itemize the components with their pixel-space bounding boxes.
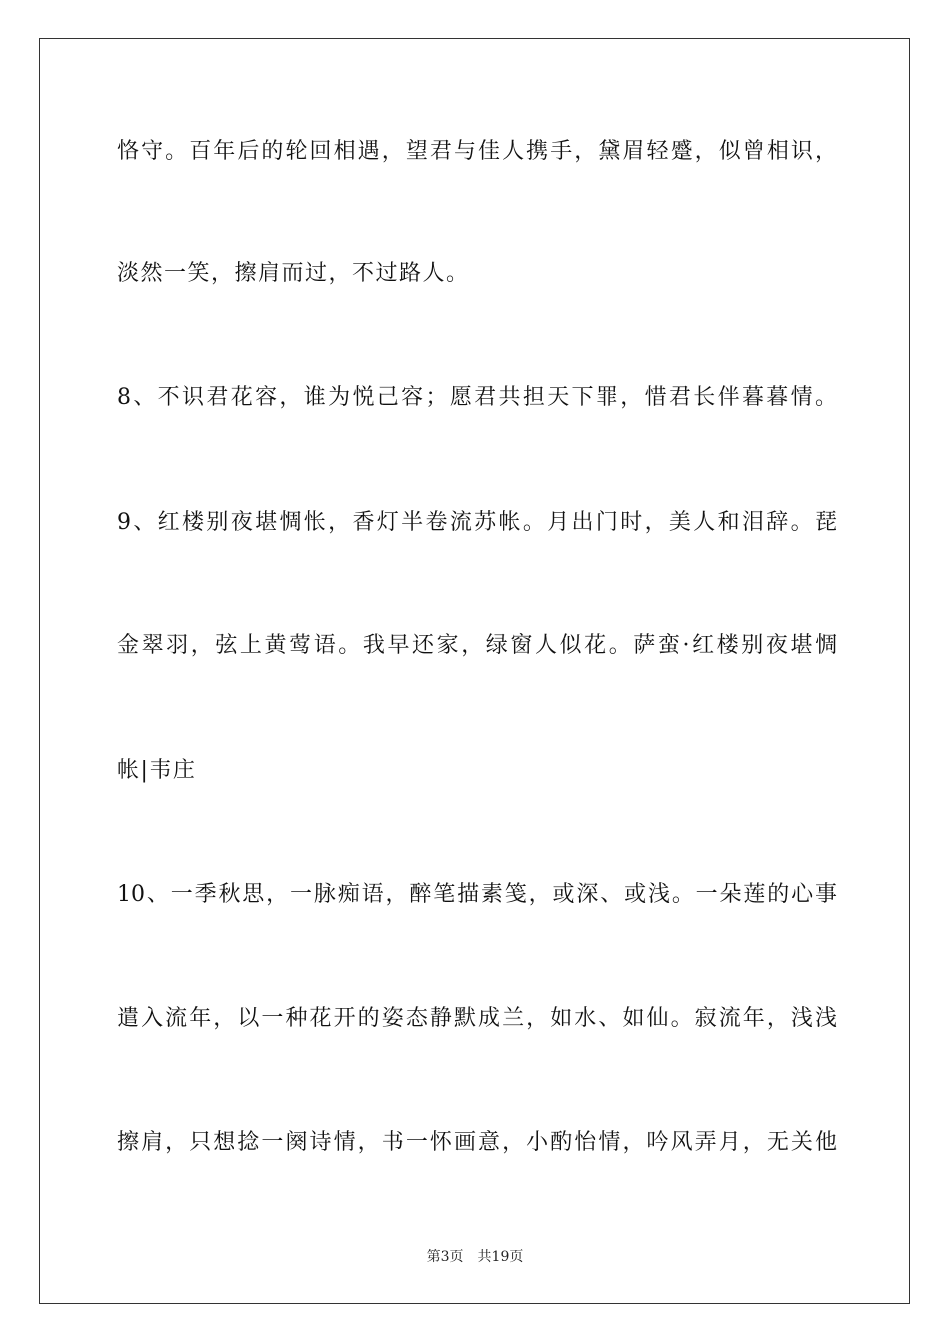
page-border xyxy=(39,38,910,1304)
text-line-6: 帐|韦庄 xyxy=(117,758,197,783)
page-number: 第3页 xyxy=(426,1249,464,1265)
page-footer xyxy=(0,1248,950,1266)
text-line-3: 8、不识君花容，谁为悦己容；愿君共担天下罪，惜君长伴暮暮情。 xyxy=(117,385,837,410)
text-line-8: 遣入流年，以一种花开的姿态静默成兰，如水、如仙。寂流年，浅浅 xyxy=(117,1006,837,1031)
page-total: 共19页 xyxy=(477,1249,524,1265)
text-line-5: 金翠羽，弦上黄莺语。我早还家，绿窗人似花。萨蛮·红楼别夜堪惆 xyxy=(117,633,837,658)
text-line-7: 10、一季秋思，一脉痴语，醉笔描素笺，或深、或浅。一朵莲的心事 xyxy=(117,882,837,907)
text-line-2: 淡然一笑，擦肩而过，不过路人。 xyxy=(117,261,470,286)
text-line-1: 恪守。百年后的轮回相遇，望君与佳人携手，黛眉轻蹙，似曾相识， xyxy=(117,139,837,164)
text-line-4: 9、红楼别夜堪惆怅，香灯半卷流苏帐。月出门时，美人和泪辞。琵 xyxy=(117,510,837,535)
text-line-9: 擦肩，只想捻一阕诗情，书一怀画意，小酌怡情，吟风弄月，无关他 xyxy=(117,1130,837,1155)
